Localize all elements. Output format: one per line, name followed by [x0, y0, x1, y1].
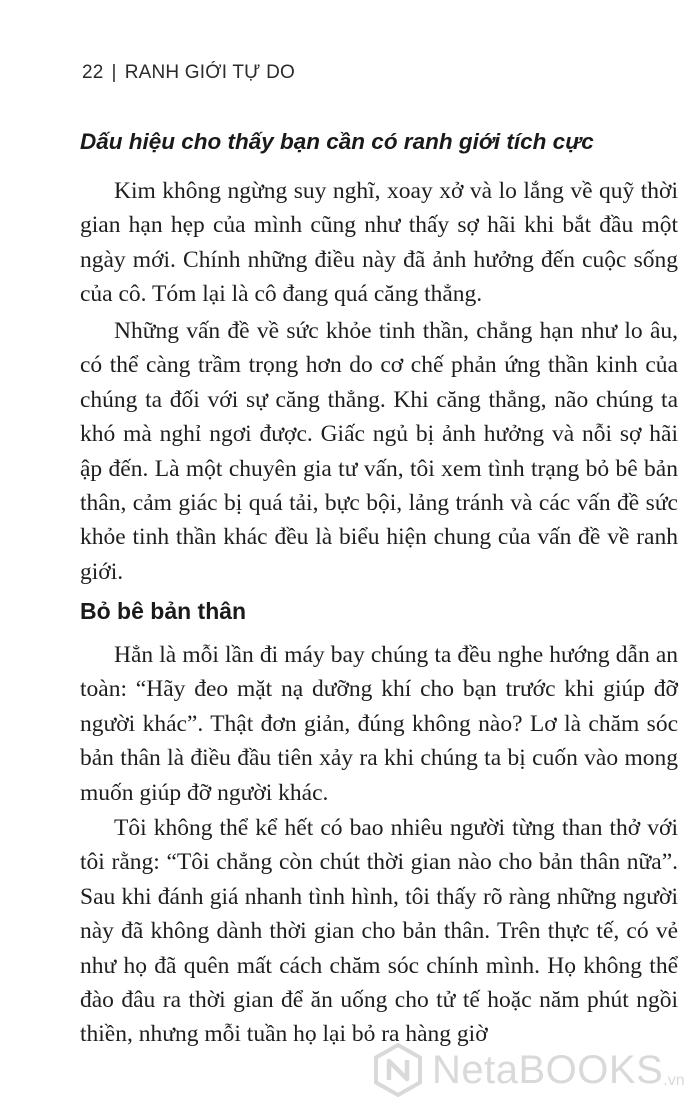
watermark-brand: NetaBOOKS: [432, 1047, 664, 1092]
watermark: [370, 1040, 685, 1100]
running-title: RANH GIỚI TỰ DO: [124, 62, 295, 83]
running-header: [82, 62, 295, 84]
body-paragraph-4: Tôi không thể kể hết có bao nhiêu người từng than thở với tôi rằng: “Tôi chẳng còn chút thời gian nào cho bản thân nữa”. Sau khi đánh giá nhanh tình hình, tôi thấy rõ ràng những người này đã không dành thời gian cho bản thân. Trên thực tế, có vẻ như họ đã quên mất cách chăm sóc chính mình. Họ không thể đào đâu ra thời gian để ăn uống cho tử tế hoặc năm phút ngồi thiền, nhưng mỗi tuần họ lại bỏ ra hàng giờ: [80, 815, 678, 1048]
section-title: Dấu hiệu cho thấy bạn cần có ranh giới tích cực: [80, 129, 594, 154]
header-separator: |: [111, 62, 117, 83]
page-number: 22: [82, 62, 104, 83]
body-paragraph-2: Những vấn đề về sức khỏe tinh thần, chẳng hạn như lo âu, có thể càng trầm trọng hơn do cơ chế phản ứng thần kinh của chúng ta đối với sự căng thẳng. Khi căng thẳng, não chúng ta khó mà nghỉ ngơi được. Giấc ngủ bị ảnh hưởng và nỗi sợ hãi ập đến. Là một chuyên gia tư vấn, tôi xem tình trạng bỏ bê bản thân, cảm giác bị quá tải, bực bội, lảng tránh và các vấn đề sức khỏe tinh thần khác đều là biểu hiện chung của vấn đề về ranh giới.: [80, 318, 678, 585]
body-paragraph-1: Kim không ngừng suy nghĩ, xoay xở và lo lắng về quỹ thời gian hạn hẹp của mình cũng như thấy sợ hãi khi bắt đầu một ngày mới. Chính những điều này đã ảnh hưởng đến cuộc sống của cô. Tóm lại là cô đang quá căng thẳng.: [80, 178, 678, 308]
subheading: Bỏ bê bản thân: [80, 598, 247, 624]
body-paragraph-3: Hẳn là mỗi lần đi máy bay chúng ta đều nghe hướng dẫn an toàn: “Hãy đeo mặt nạ dưỡng khí cho bạn trước khi giúp đỡ người khác”. Thật đơn giản, đúng không nào? Lơ là chăm sóc bản thân là điều đầu tiên xảy ra khi chúng ta bị cuốn vào mong muốn giúp đỡ người khác.: [80, 642, 678, 806]
netabooks-logo-icon: [370, 1042, 426, 1098]
watermark-suffix: .vn: [663, 1072, 685, 1089]
